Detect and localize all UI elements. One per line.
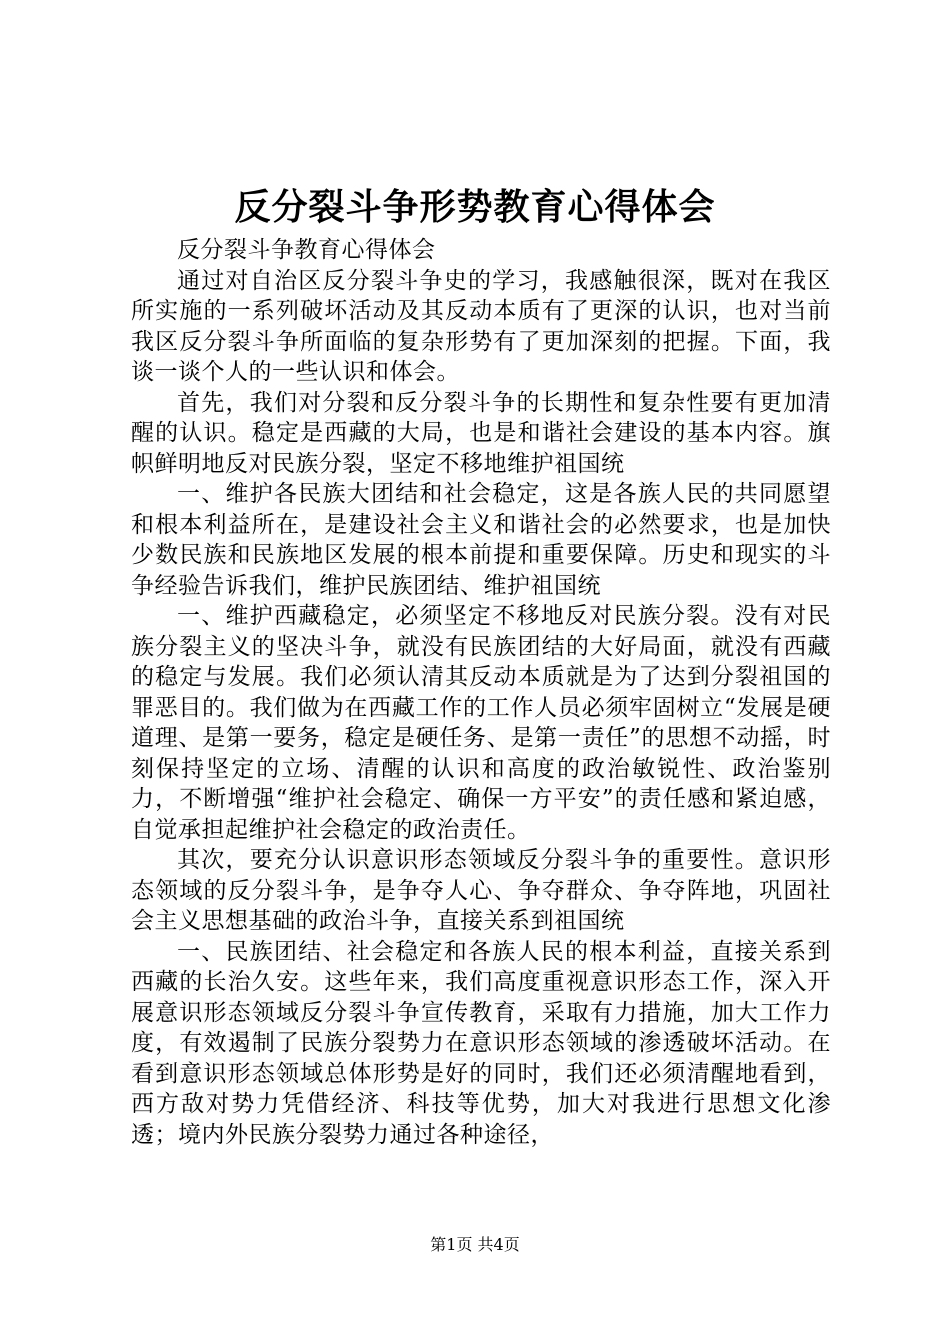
page-title: 反分裂斗争形势教育心得体会 bbox=[234, 186, 716, 228]
paragraph: 一、维护西藏稳定，必须坚定不移地反对民族分裂。没有对民族分裂主义的坚决斗争，就没有民族团结的大好局面，就没有西藏的稳定与发展。我们必须认清其反动本质就是为了达到分裂祖国的罪恶目的。我们做为在西藏工作的工作人员必须牢固树立“发展是硬道理、是第一要务，稳定是硬任务、是第一责任”的思想不动摇，时刻保持坚定的立场、清醒的认识和高度的政治敏锐性、政治鉴别力，不断增强“维护社会稳定、确保一方平安”的责任感和紧迫感，自觉承担起维护社会稳定的政治责任。 bbox=[131, 603, 831, 843]
paragraph: 一、维护各民族大团结和社会稳定，这是各族人民的共同愿望和根本利益所在，是建设社会主义和谐社会的必然要求，也是加快少数民族和民族地区发展的根本前提和重要保障。历史和现实的斗争经验告诉我们，维护民族团结、维护祖国统 bbox=[131, 481, 831, 599]
paragraph: 一、民族团结、社会稳定和各族人民的根本利益，直接关系到西藏的长治久安。这些年来，我们高度重视意识形态工作，深入开展意识形态领域反分裂斗争宣传教育，采取有力措施，加大工作力度，有效遏制了民族分裂势力在意识形态领域的渗透破坏活动。在看到意识形态领域总体形势是好的同时，我们还必须清醒地看到，西方敌对势力凭借经济、科技等优势，加大对我进行思想文化渗透；境内外民族分裂势力通过各种途径， bbox=[131, 938, 831, 1148]
paragraph: 其次，要充分认识意识形态领域反分裂斗争的重要性。意识形态领域的反分裂斗争，是争夺人心、争夺群众、争夺阵地，巩固社会主义思想基础的政治斗争，直接关系到祖国统 bbox=[131, 847, 831, 934]
paragraph-subtitle: 反分裂斗争教育心得体会 bbox=[177, 237, 436, 263]
paragraph: 通过对自治区反分裂斗争史的学习，我感触很深，既对在我区所实施的一系列破坏活动及其反动本质有了更深的认识，也对当前我区反分裂斗争所面临的复杂形势有了更加深刻的把握。下面，我谈一谈个人的一些认识和体会。 bbox=[131, 267, 831, 385]
page-number-footer: 第1页 共4页 bbox=[430, 1235, 520, 1254]
paragraph: 首先，我们对分裂和反分裂斗争的长期性和复杂性要有更加清醒的认识。稳定是西藏的大局，也是和谐社会建设的基本内容。旗帜鲜明地反对民族分裂，坚定不移地维护祖国统 bbox=[131, 389, 831, 477]
document-body bbox=[131, 235, 831, 1150]
